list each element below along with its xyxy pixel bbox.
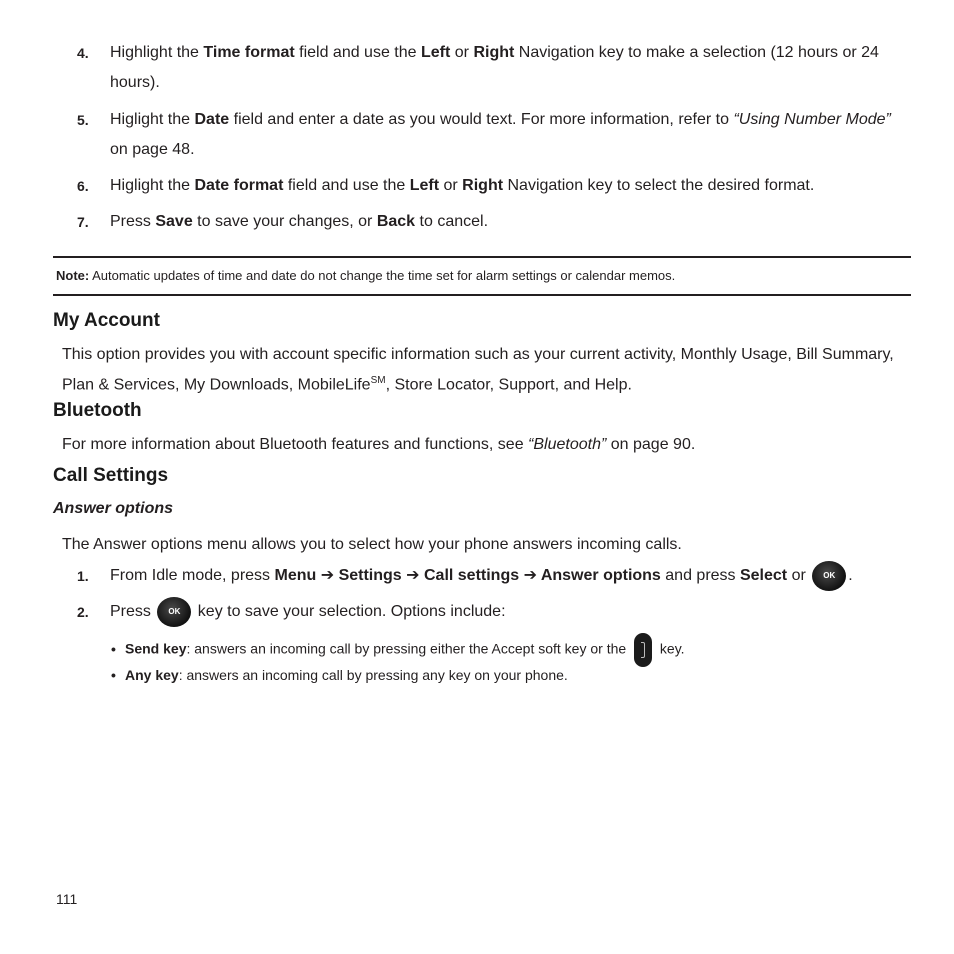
note-label: Note: [56,268,90,283]
step-text: From Idle mode, press Menu ➔ Settings ➔ Call settings ➔ Answer options and press Select or OK . [110,561,910,591]
note [56,266,906,286]
step-number: 2. [77,604,89,620]
bullet-send-key: • Send key: answers an incoming call by pressing either the Accept soft key or the key. [111,633,911,667]
answer-options-intro: The Answer options menu allows you to select how your phone answers incoming calls. [62,536,682,553]
page-number: 111 [56,891,78,907]
ok-key-icon: OK [812,561,846,591]
step-number: 1. [77,568,89,584]
step-number: 5. [77,112,89,128]
my-account-text: This option provides you with account specific information such as your current activity, Monthly Usage, Bill Summary, Plan & Services, My Downloads, MobileLife℠, Store Locator, Support, and Help. [62,346,894,394]
step-number: 4. [77,45,89,61]
step-number: 6. [77,178,89,194]
heading-call-settings: Call Settings [53,465,169,486]
subheading-answer-options: Answer options [53,500,174,517]
send-key-icon [634,633,652,667]
note-top-rule [53,256,911,258]
bullet-label: Any key [125,667,179,683]
bullet-label: Send key [125,640,187,657]
ok-key-icon: OK [157,597,191,627]
heading-bluetooth: Bluetooth [53,400,142,421]
bullet-any-key: • Any key: answers an incoming call by pressing any key on your phone. [111,667,568,683]
step-text: Highlight the Time format field and use the Left or Right Navigation key to make a selection (12 hours or 24 hours). [110,44,879,91]
note-bottom-rule [53,294,911,296]
step-text: Press Save to save your changes, or Back to cancel. [110,213,489,230]
step-text: Higlight the Date format field and use the Left or Right Navigation key to select the desired format. [110,177,815,194]
step-text: Press OK key to save your selection. Options include: [110,597,910,627]
note-text: Automatic updates of time and date do not change the time set for alarm settings or calendar memos. [89,268,676,283]
step-text: Higlight the Date field and enter a date as you would text. For more information, refer to “Using Number Mode” on page 48. [110,111,891,158]
heading-my-account: My Account [53,310,160,331]
bluetooth-text: For more information about Bluetooth features and functions, see “Bluetooth” on page 90. [62,436,696,453]
bluetooth-reference-link: “Bluetooth” [528,436,607,453]
step-number: 7. [77,214,89,230]
